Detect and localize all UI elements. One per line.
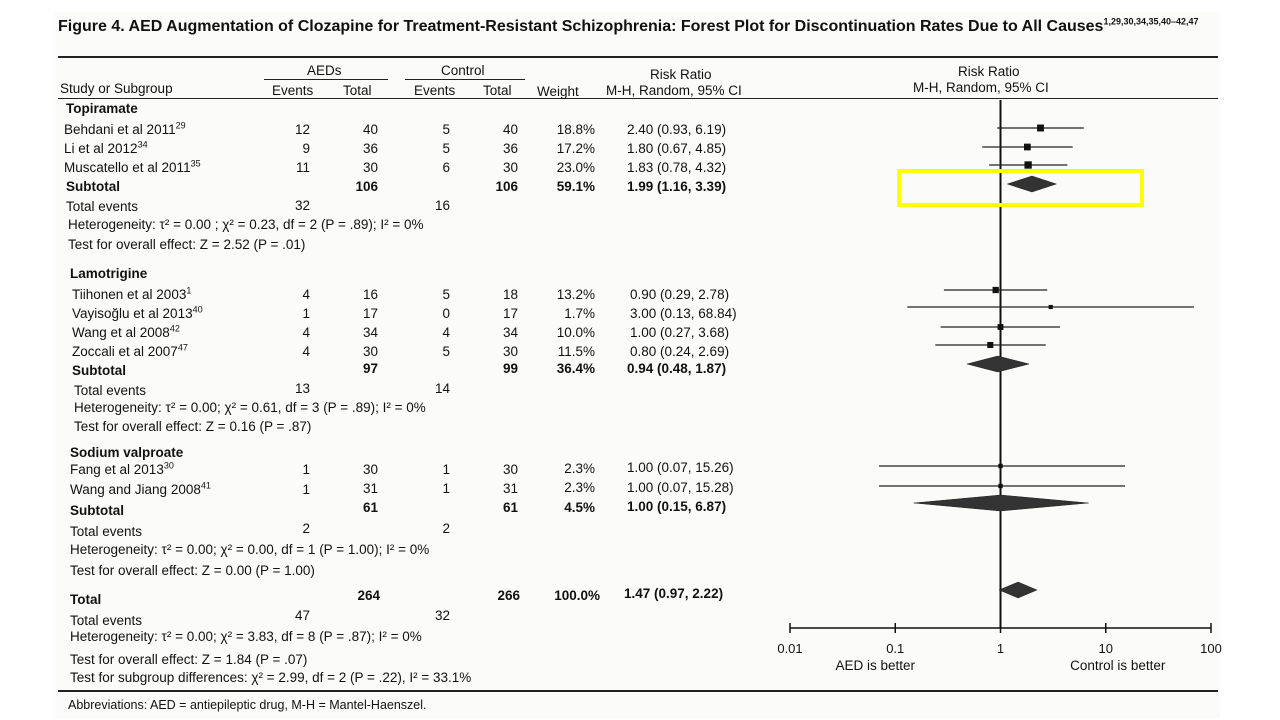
x-tick-label: 10 [1098,641,1113,656]
study-point [993,287,999,293]
aed-events: 1 [302,462,310,477]
risk-ratio-ci: 2.40 (0.93, 6.19) [627,122,727,137]
weight: 23.0% [556,160,595,175]
risk-ratio-ci: 3.00 (0.13, 68.84) [630,306,737,321]
total-events-aed: 13 [294,381,310,396]
total-events-aed: 32 [294,198,310,213]
aed-total: 30 [362,462,378,477]
study-name: Muscatello et al 2011$^{35}$ [64,158,201,175]
aed-total: 17 [362,306,378,321]
subtotal-weight: 36.4% [556,361,595,376]
weight: 1.7% [564,306,595,321]
total-events-label: Total events [70,613,143,628]
weight: 13.2% [556,287,595,302]
highlight-box [897,169,1144,207]
study-point [1024,144,1031,151]
header-weight: Weight [537,84,579,99]
study-name: Behdani et al 2011$^{29}$ [64,120,186,137]
study-name: Tiihonen et al 2003$^1$ [72,285,192,302]
study-name: Fang et al 2013$^{30}$ [70,460,174,477]
study-name: Vayisoğlu et al 2013$^{40}$ [72,304,203,321]
risk-ratio-ci: 1.83 (0.78, 4.32) [627,160,727,175]
total-events-control: 2 [442,521,450,536]
total-events-control: 32 [434,608,450,623]
risk-ratio-ci: 1.00 (0.27, 3.68) [630,325,730,340]
subtotal-weight: 4.5% [564,500,595,515]
header-control-total: Total [483,83,512,98]
risk-ratio-ci: 1.00 (0.07, 15.28) [627,480,734,495]
weight: 10.0% [556,325,595,340]
aed-events: 12 [294,122,310,137]
control-total: 30 [502,344,518,359]
x-tick-label: 100 [1200,641,1222,656]
control-events: 5 [442,344,450,359]
total-label: Total [70,592,102,607]
study-name: Zoccali et al 2007$^{47}$ [72,342,188,359]
study-point [998,464,1002,468]
left-direction-label: AED is better [835,658,916,673]
weight: 17.2% [556,141,595,156]
aed-total: 16 [362,287,378,302]
subtotal-ci: 1.00 (0.15, 6.87) [627,499,727,514]
control-events: 5 [442,141,450,156]
subtotal-aed-total: 97 [362,361,378,376]
subtotal-control-total: 61 [502,500,518,515]
subtotal-label: Subtotal [66,179,120,194]
figure-title: Figure 4. AED Augmentation of Clozapine for Treatment-Resistant Schizophrenia: Forest Plot for Discontinuation Rates Due to All Causes$^{1,29,30,34,35,40-42,47}$ [58,16,1199,35]
total-weight: 100.0% [554,588,600,603]
overall-effect: Test for overall effect: Z = 0.16 (P = .87) [74,419,312,434]
overall-effect: Test for overall effect: Z = 2.52 (P = .01) [68,237,306,252]
aed-total: 34 [362,325,378,340]
control-total: 18 [502,287,518,302]
control-events: 6 [442,160,450,175]
control-events: 4 [442,325,450,340]
total-ci: 1.47 (0.97, 2.22) [624,586,724,601]
study-name: Wang and Jiang 2008$^{41}$ [70,480,211,497]
total-overall-effect: Test for overall effect: Z = 1.84 (P = .07) [70,652,308,667]
aed-total: 31 [362,481,378,496]
abbreviations: Abbreviations: AED = antiepileptic drug, M-H = Mantel-Haenszel. [68,698,427,712]
total-events-aed: 47 [294,608,310,623]
total-control-total: 266 [497,588,520,603]
header-rr: Risk Ratio [650,67,712,82]
aed-events: 4 [302,325,310,340]
total-aed-total: 264 [357,588,380,603]
aed-events: 4 [302,287,310,302]
total-events-aed: 2 [302,521,310,536]
summary-diamond [999,582,1037,598]
control-total: 30 [502,462,518,477]
subtotal-weight: 59.1% [556,179,595,194]
control-events: 1 [442,462,450,477]
header-aeds-total: Total [343,83,372,98]
summary-diamond [914,495,1089,511]
aed-events: 4 [302,344,310,359]
aed-events: 9 [302,141,310,156]
subtotal-label: Subtotal [72,363,126,378]
header-control-events: Events [414,83,456,98]
group-title-sodium-valproate: Sodium valproate [70,445,184,460]
overall-effect: Test for overall effect: Z = 0.00 (P = 1.00) [70,563,315,578]
subtotal-control-total: 106 [495,179,518,194]
study-point [1024,161,1031,168]
header-plot-title: Risk Ratio [958,64,1020,79]
header-aeds-events: Events [272,83,314,98]
subtotal-ci: 0.94 (0.48, 1.87) [627,361,727,376]
x-tick-label: 1 [996,641,1005,656]
weight: 11.5% [557,344,595,359]
study-name: Li et al 2012$^{34}$ [64,139,148,156]
control-total: 36 [502,141,518,156]
x-tick-label: 0.1 [886,641,905,656]
risk-ratio-ci: 1.00 (0.07, 15.26) [627,460,734,475]
weight: 2.3% [564,480,595,495]
control-total: 17 [502,306,518,321]
heterogeneity: Heterogeneity: τ² = 0.00 ; χ² = 0.23, df = 2 (P = .89); I² = 0% [68,217,424,232]
x-tick-label: 0.01 [777,641,803,656]
control-events: 1 [442,481,450,496]
study-point [1037,125,1044,132]
aed-total: 40 [362,122,378,137]
study-point [998,324,1004,330]
aed-total: 30 [362,160,378,175]
control-total: 34 [502,325,518,340]
total-events-control: 14 [434,381,450,396]
total-events-label: Total events [70,524,143,539]
right-direction-label: Control is better [1070,658,1166,673]
total-heterogeneity: Heterogeneity: τ² = 0.00; χ² = 3.83, df = 8 (P = .87); I² = 0% [70,629,422,644]
control-total: 31 [502,481,518,496]
group-title-lamotrigine: Lamotrigine [70,266,148,281]
subtotal-aed-total: 61 [362,500,378,515]
group-title-topiramate: Topiramate [66,101,138,116]
total-events-label: Total events [66,199,139,214]
subtotal-ci: 1.99 (1.16, 3.39) [627,179,727,194]
risk-ratio-ci: 0.90 (0.29, 2.78) [630,287,730,302]
weight: 18.8% [556,122,595,137]
aed-events: 1 [302,482,310,497]
header-plot-method: M-H, Random, 95% CI [913,80,1049,95]
control-total: 30 [502,160,518,175]
subtotal-label: Subtotal [70,503,124,518]
header-study: Study or Subgroup [60,81,173,96]
summary-diamond [967,356,1029,372]
risk-ratio-ci: 0.80 (0.24, 2.69) [630,344,730,359]
study-point [1049,305,1053,309]
study-point [987,342,993,348]
subtotal-aed-total: 106 [355,179,378,194]
control-events: 5 [442,122,450,137]
aed-total: 30 [362,344,378,359]
study-point [998,484,1002,488]
header-aeds: AEDs [307,63,342,78]
control-events: 0 [442,306,450,321]
control-events: 5 [442,287,450,302]
heterogeneity: Heterogeneity: τ² = 0.00; χ² = 0.00, df = 1 (P = 1.00); I² = 0% [70,542,430,557]
subgroup-differences: Test for subgroup differences: χ² = 2.99, df = 2 (P = .22), I² = 33.1% [70,670,472,685]
total-events-control: 16 [434,198,450,213]
heterogeneity: Heterogeneity: τ² = 0.00; χ² = 0.61, df = 3 (P = .89); I² = 0% [74,400,426,415]
study-name: Wang et al 2008$^{42}$ [72,323,180,340]
risk-ratio-ci: 1.80 (0.67, 4.85) [627,141,727,156]
aed-events: 11 [295,160,310,175]
aed-total: 36 [362,141,378,156]
total-events-label: Total events [74,383,147,398]
subtotal-control-total: 99 [502,361,518,376]
header-rr-method: M-H, Random, 95% CI [606,83,742,98]
weight: 2.3% [564,461,595,476]
aed-events: 1 [302,306,310,321]
control-total: 40 [502,122,518,137]
header-control: Control [441,63,485,78]
